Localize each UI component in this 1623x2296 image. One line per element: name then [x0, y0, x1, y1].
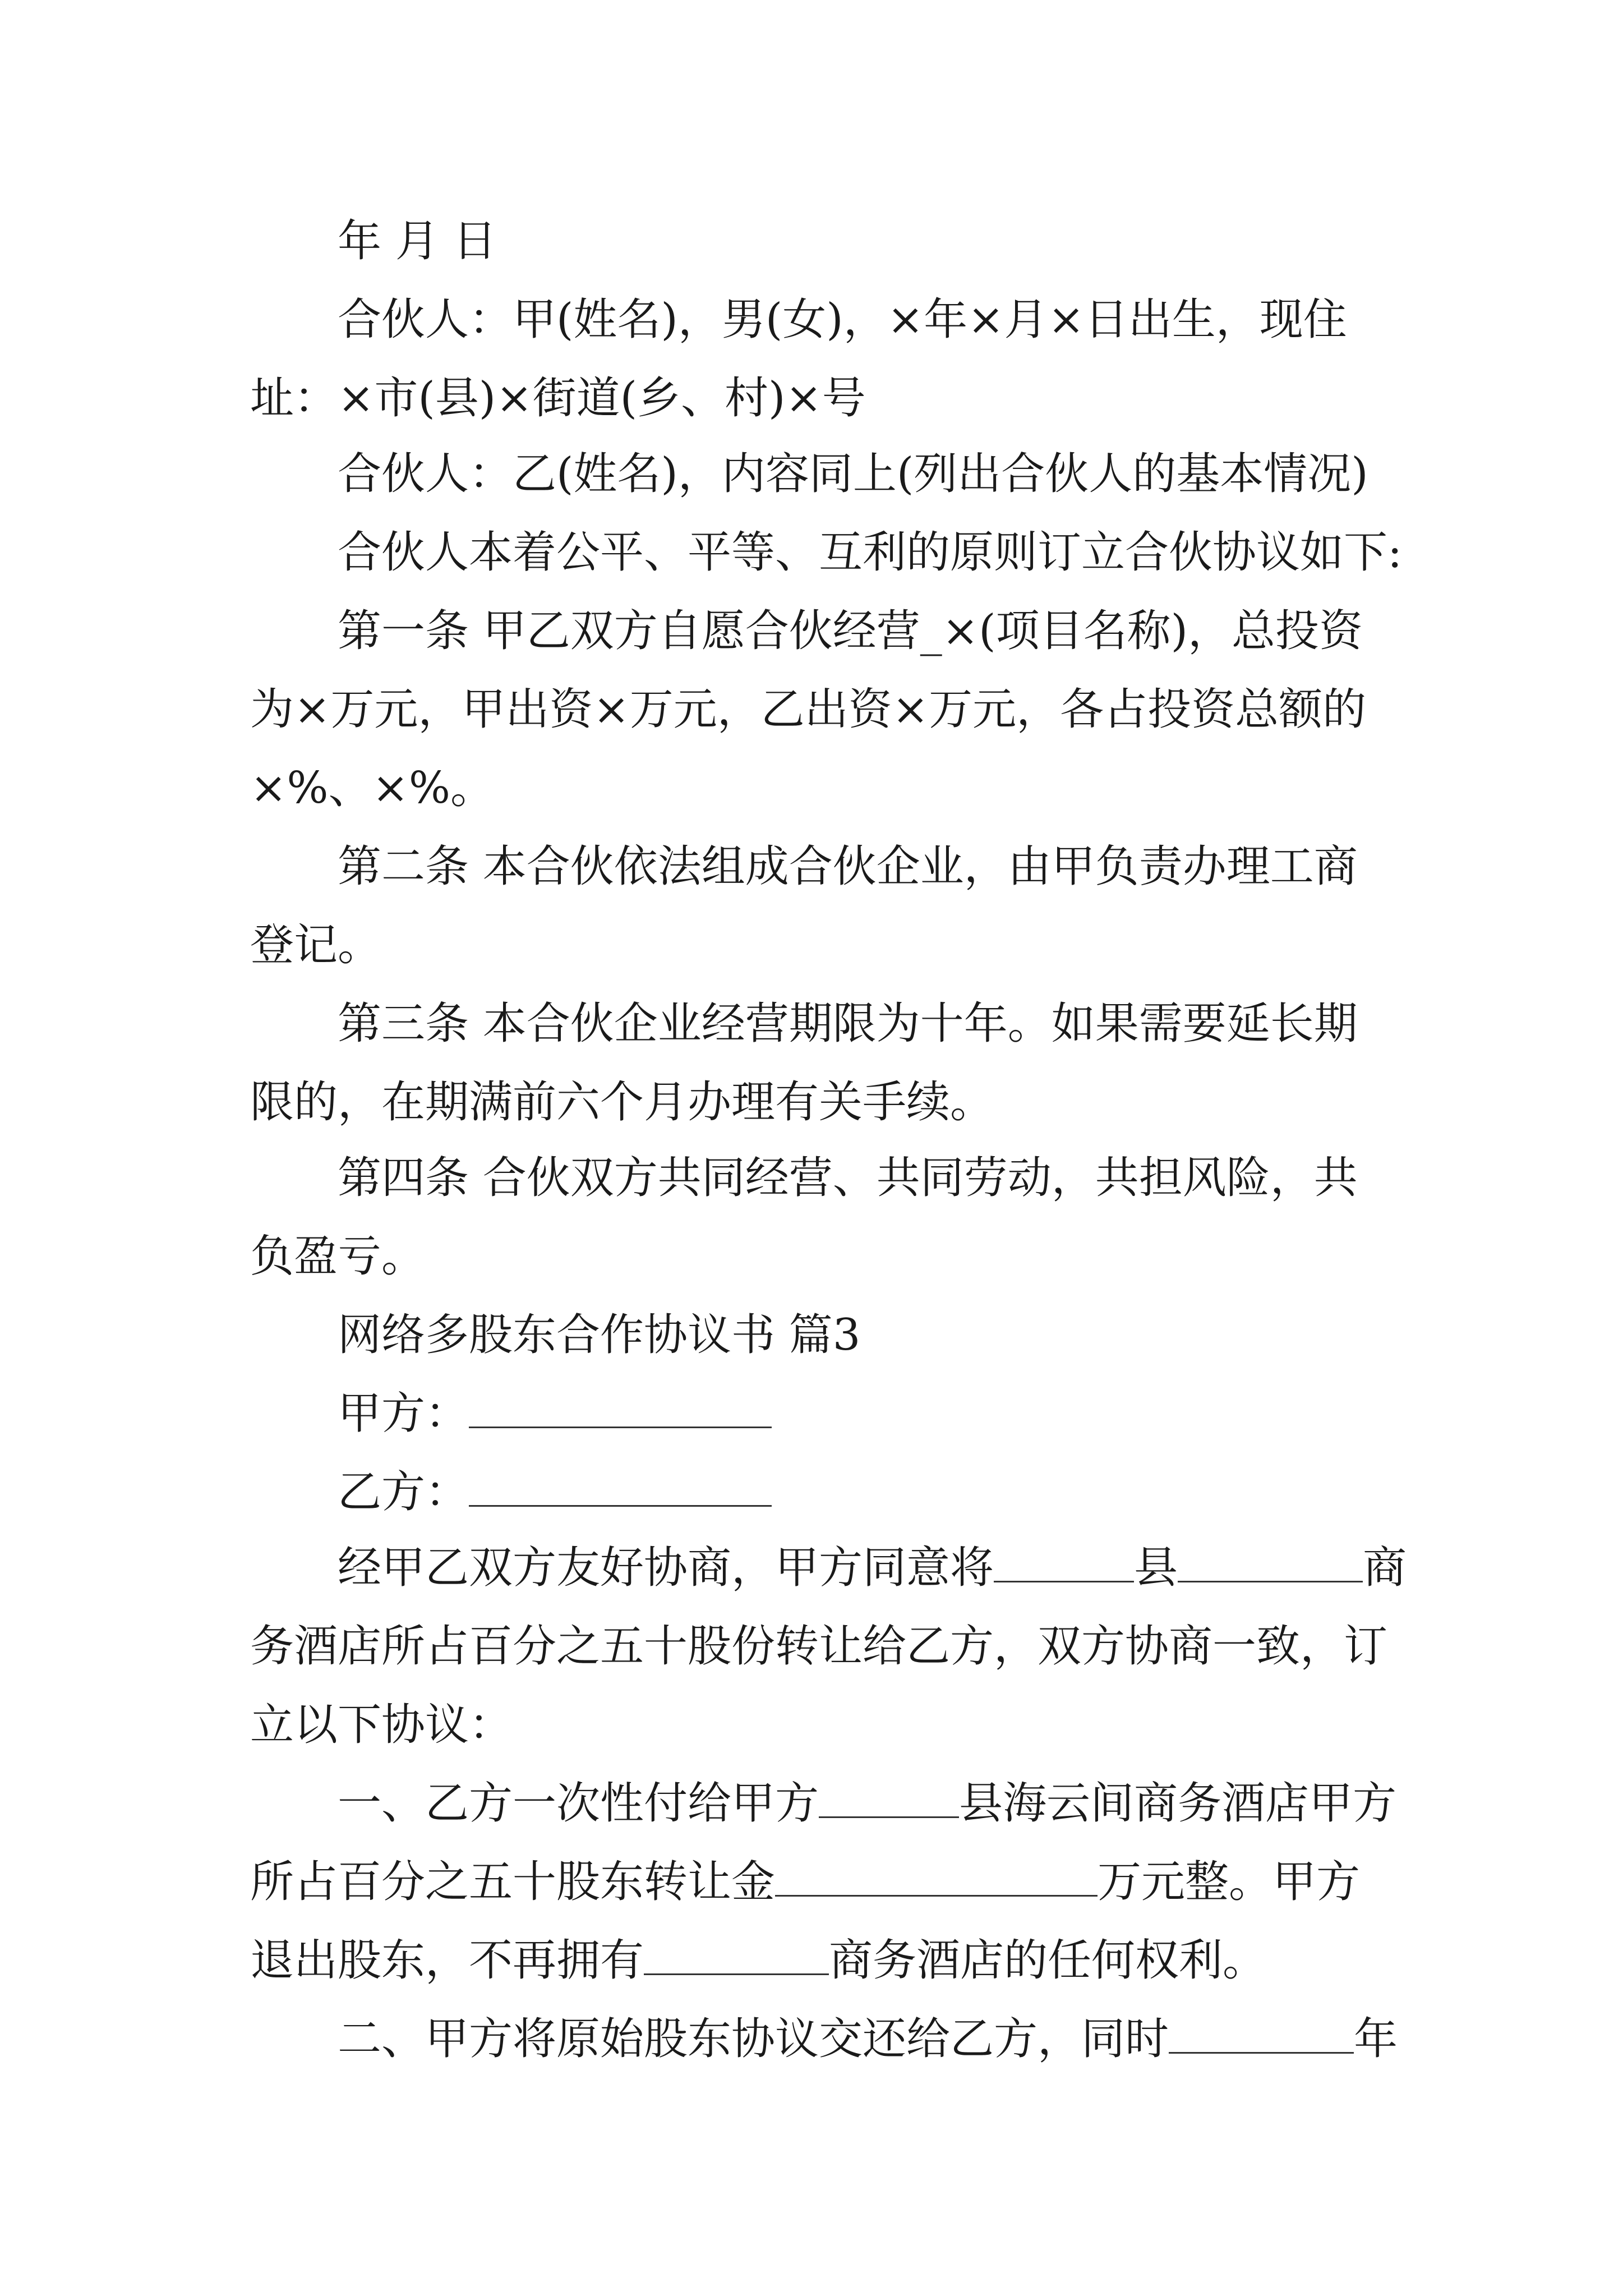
text: 网络多股东合作协议书 篇3 — [338, 1310, 861, 1360]
article-3-line-2 — [250, 1063, 1377, 1142]
text: 限的，在期满前六个月办理有关手续。 — [250, 1077, 994, 1128]
intro-line-2 — [250, 1607, 1388, 1686]
clause-1-line-1 — [250, 1764, 1397, 1843]
clause-2-line-1 — [250, 2000, 1398, 2078]
text: 登记。 — [250, 920, 382, 970]
text: 乙方： — [338, 1467, 469, 1517]
party-a-line — [250, 1374, 1377, 1453]
clause-1-line-3 — [250, 1921, 1377, 2000]
text: 第四条 合伙双方共同经营、共同劳动，共担风险，共 — [338, 1153, 1358, 1203]
blank-field — [1169, 2013, 1354, 2054]
blank-field — [644, 1934, 829, 1975]
text: ×%、×%。 — [250, 763, 494, 813]
text: 一、乙方一次性付给甲方 — [338, 1778, 819, 1829]
text: 所占百分之五十股东转让金 — [250, 1857, 776, 1907]
text: 第三条 本合伙企业经营期限为十年。如果需要延长期 — [338, 999, 1358, 1049]
article-1-line-3 — [250, 749, 1377, 827]
partner-a-line-2 — [250, 359, 1377, 438]
partner-a-line-1 — [250, 280, 1377, 359]
blank-field — [469, 1466, 772, 1507]
blank-field — [775, 1856, 1098, 1897]
article-4-line-2 — [250, 1217, 1377, 1296]
article-2-line-1 — [250, 827, 1377, 906]
blank-field — [469, 1387, 772, 1428]
blank-field — [994, 1542, 1134, 1582]
article-2-line-2 — [250, 906, 1377, 984]
text: 万元整。甲方 — [1098, 1857, 1361, 1907]
text: 商 — [1363, 1543, 1407, 1593]
article-4-line-1 — [250, 1139, 1377, 1217]
preamble-line — [250, 513, 1403, 592]
party-b-line — [250, 1453, 1377, 1531]
text: 务酒店所占百分之五十股份转让给乙方，双方协商一致，订 — [250, 1621, 1388, 1672]
text: 为×万元，甲出资×万元，乙出资×万元，各占投资总额的 — [250, 684, 1367, 735]
text: 年 — [1354, 2014, 1398, 2064]
intro-line-1 — [250, 1529, 1407, 1607]
text: 退出股东，不再拥有 — [250, 1935, 644, 1986]
date-line — [250, 202, 1377, 280]
text: 二、甲方将原始股东协议交还给乙方，同时 — [338, 2014, 1169, 2064]
article-1-line-2 — [250, 670, 1377, 749]
text: 合伙人：乙(姓名)，内容同上(列出合伙人的基本情况) — [338, 449, 1368, 499]
text: 合伙人：甲(姓名)，男(女)，×年×月×日出生，现住 — [338, 295, 1347, 345]
text: 址：×市(县)×街道(乡、村)×号 — [250, 373, 866, 424]
text: 县海云间商务酒店甲方 — [959, 1778, 1397, 1829]
text: 商务酒店的任何权利。 — [829, 1935, 1267, 1986]
partner-b-line — [250, 435, 1377, 513]
blank-field — [819, 1777, 959, 1818]
text: 县 — [1134, 1543, 1178, 1593]
text: 经甲乙双方友好协商，甲方同意将 — [338, 1543, 994, 1593]
text: 甲方： — [338, 1388, 469, 1439]
blank-field — [1178, 1542, 1363, 1582]
text: 合伙人本着公平、平等、互利的原则订立合伙协议如下: — [338, 527, 1403, 578]
clause-1-line-2 — [250, 1843, 1377, 1921]
text: 第二条 本合伙依法组成合伙企业，由甲负责办理工商 — [338, 841, 1358, 892]
intro-line-3 — [250, 1686, 1377, 1764]
text: 第一条 甲乙双方自愿合伙经营_×(项目名称)，总投资 — [338, 606, 1363, 656]
article-1-line-1 — [250, 592, 1377, 670]
text: 立以下协议： — [250, 1700, 513, 1750]
text: 年 月 日 — [338, 216, 497, 266]
text: 负盈亏。 — [250, 1231, 426, 1282]
article-3-line-1 — [250, 984, 1377, 1063]
section-title — [250, 1296, 1377, 1374]
